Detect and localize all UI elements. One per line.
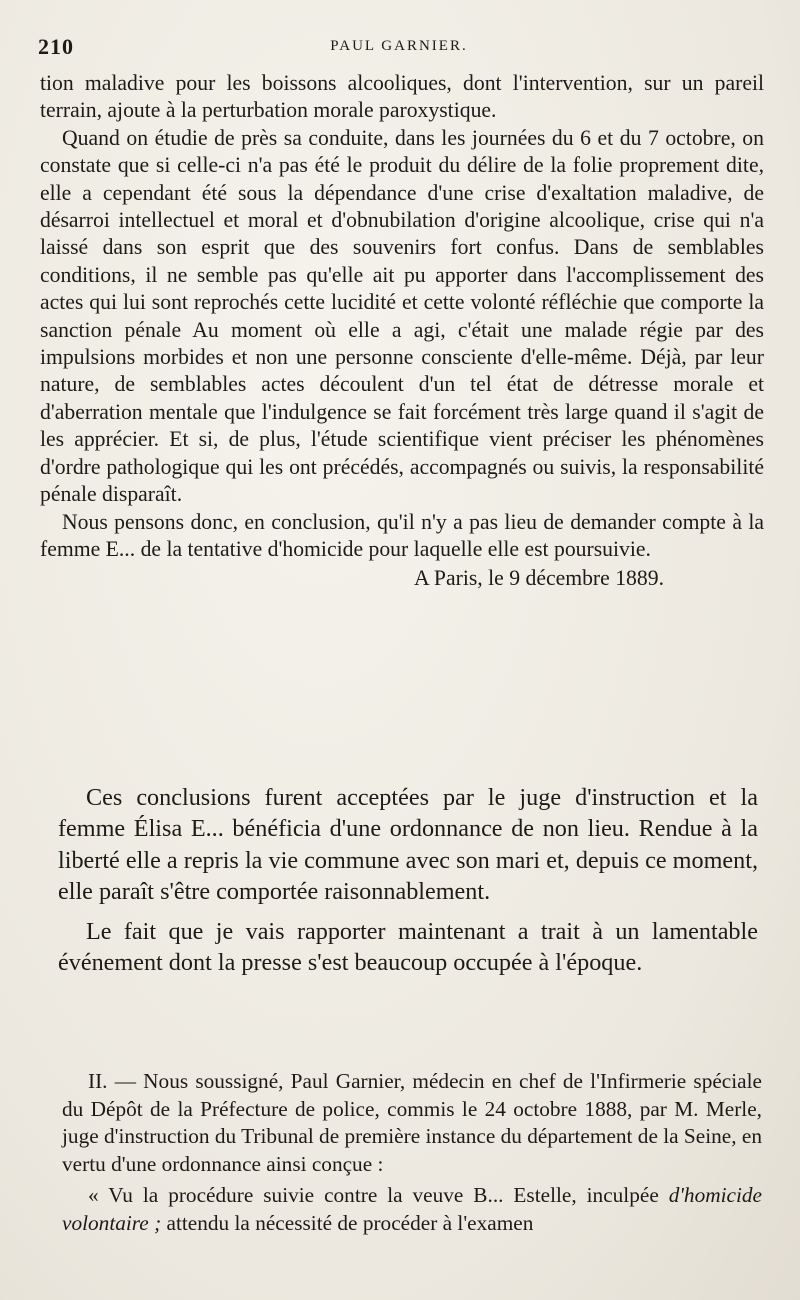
- running-title: PAUL GARNIER.: [330, 38, 468, 54]
- case-two-text: [62, 1068, 762, 1238]
- page-number: 210: [38, 34, 74, 59]
- report-signature: A Paris, le 9 décembre 1889.: [414, 566, 664, 591]
- case-two-intro: II. — Nous soussigné, Paul Garnier, médecin en chef de l'Infirmerie spéciale du Dépôt de la Préfecture de police, commis le 24 octobre 1888, par M. Merle, juge d'instruction du Tribunal de première instance du département de la Seine, en vertu d'une ordonnance ainsi conçue :: [62, 1069, 762, 1176]
- narrative-paragraph: Le fait que je vais rapporter maintenant a trait à un lamentable événement dont la presse s'est beaucoup occupée à l'époque.: [58, 918, 758, 977]
- page-header: [38, 34, 760, 60]
- quote-start: « Vu la procédure suivie contre la veuve B... Estelle, inculpée: [88, 1183, 659, 1208]
- report-paragraph: tion maladive pour les boissons alcooliques, dont l'intervention, sur un pareil terrain, ajoute à la perturbation morale paroxystique.: [40, 71, 764, 123]
- report-text: [40, 70, 764, 593]
- narrative-paragraph: Ces conclusions furent acceptées par le juge d'instruction et la femme Élisa E... bénéficia d'une ordonnance de non lieu. Rendue à la liberté elle a repris la vie commune avec son mari et, depuis ce moment, elle paraît s'être comportée raisonnablement.: [58, 784, 758, 905]
- narrative-text: [58, 773, 758, 979]
- case-two-quote: [62, 1182, 762, 1237]
- report-paragraph: Quand on étudie de près sa conduite, dans les journées du 6 et du 7 octobre, on constate que si celle-ci n'a pas été le produit du délire de la folie proprement dite, elle a cependant été sous la dépendance d'une crise d'exaltation maladive, de désarroi intellectuel et moral et d'obnubilation d'origine alcoolique, crise qui n'a laissé dans son esprit que des souvenirs fort confus. Dans de semblables conditions, il ne semble pas qu'elle ait pu apporter dans l'accomplissement des actes qui lui sont reprochés cette lucidité et cette volonté réfléchie que comporte la sanction pénale Au moment où elle a agi, c'était une malade régie par des impulsions morbides et non une personne consciente d'elle-même. Déjà, par leur nature, de semblables actes découlent d'un tel état de détresse morale et d'aberration mentale que l'indulgence se fait forcément très large quand il s'agit de les apprécier. Et si, de plus, l'étude scientifique vient préciser les phénomènes d'ordre pathologique qui les ont précédés, accompagnés ou suivis, la responsabilité pénale disparaît.: [40, 125, 764, 507]
- report-conclusion: Nous pensons donc, en conclusion, qu'il n'y a pas lieu de demander compte à la femme E... de la tentative d'homicide pour laquelle elle est poursuivie.: [40, 509, 764, 561]
- quote-italic: d'homicide volontaire ;: [62, 1183, 762, 1235]
- quote-end: attendu la nécessité de procéder à l'examen: [161, 1210, 534, 1235]
